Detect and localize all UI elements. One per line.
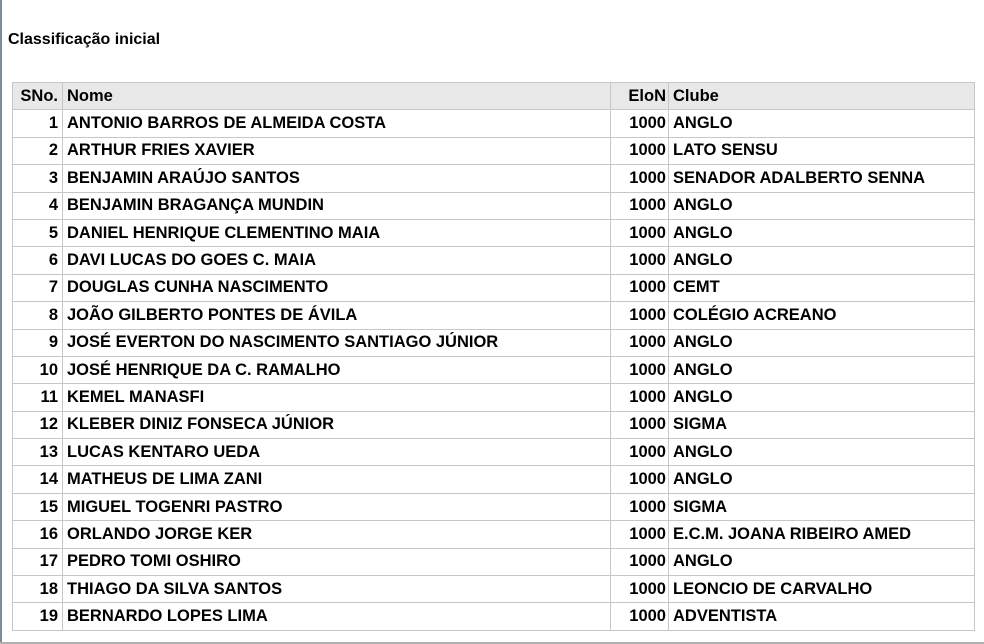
cell-clube: ANGLO [669, 356, 975, 383]
cell-nome: BENJAMIN ARAÚJO SANTOS [63, 165, 611, 192]
cell-clube: ANGLO [669, 192, 975, 219]
cell-clube: SIGMA [669, 493, 975, 520]
table-row [13, 192, 975, 219]
table-row [13, 329, 975, 356]
starting-rank-table [12, 82, 975, 631]
cell-nome: LUCAS KENTARO UEDA [63, 439, 611, 466]
table-row [13, 384, 975, 411]
cell-elo: 1000 [611, 192, 669, 219]
cell-sno: 16 [13, 521, 63, 548]
cell-sno: 6 [13, 247, 63, 274]
table-row [13, 165, 975, 192]
cell-nome: DAVI LUCAS DO GOES C. MAIA [63, 247, 611, 274]
cell-nome: ORLANDO JORGE KER [63, 521, 611, 548]
table-row [13, 493, 975, 520]
table-row [13, 356, 975, 383]
cell-sno: 17 [13, 548, 63, 575]
cell-clube: LEONCIO DE CARVALHO [669, 576, 975, 603]
cell-sno: 5 [13, 219, 63, 246]
cell-sno: 2 [13, 137, 63, 164]
cell-nome: KEMEL MANASFI [63, 384, 611, 411]
cell-elo: 1000 [611, 329, 669, 356]
cell-elo: 1000 [611, 603, 669, 630]
cell-clube: LATO SENSU [669, 137, 975, 164]
cell-sno: 11 [13, 384, 63, 411]
cell-elo: 1000 [611, 384, 669, 411]
cell-nome: JOÃO GILBERTO PONTES DE ÁVILA [63, 302, 611, 329]
cell-sno: 4 [13, 192, 63, 219]
cell-nome: JOSÉ HENRIQUE DA C. RAMALHO [63, 356, 611, 383]
cell-sno: 10 [13, 356, 63, 383]
cell-elo: 1000 [611, 137, 669, 164]
cell-clube: SENADOR ADALBERTO SENNA [669, 165, 975, 192]
table-row [13, 411, 975, 438]
cell-sno: 9 [13, 329, 63, 356]
cell-sno: 3 [13, 165, 63, 192]
table-row [13, 466, 975, 493]
cell-nome: BERNARDO LOPES LIMA [63, 603, 611, 630]
cell-elo: 1000 [611, 411, 669, 438]
cell-nome: BENJAMIN BRAGANÇA MUNDIN [63, 192, 611, 219]
table-row [13, 247, 975, 274]
cell-elo: 1000 [611, 466, 669, 493]
cell-clube: CEMT [669, 274, 975, 301]
column-header-clube: Clube [669, 83, 975, 110]
cell-clube: ANGLO [669, 329, 975, 356]
cell-elo: 1000 [611, 548, 669, 575]
cell-elo: 1000 [611, 576, 669, 603]
table-row [13, 603, 975, 630]
cell-nome: MIGUEL TOGENRI PASTRO [63, 493, 611, 520]
cell-elo: 1000 [611, 439, 669, 466]
column-header-elo: EloN [611, 83, 669, 110]
cell-nome: MATHEUS DE LIMA ZANI [63, 466, 611, 493]
cell-nome: DANIEL HENRIQUE CLEMENTINO MAIA [63, 219, 611, 246]
cell-clube: ANGLO [669, 439, 975, 466]
cell-elo: 1000 [611, 302, 669, 329]
cell-sno: 12 [13, 411, 63, 438]
cell-elo: 1000 [611, 165, 669, 192]
cell-clube: ANGLO [669, 466, 975, 493]
cell-sno: 7 [13, 274, 63, 301]
cell-elo: 1000 [611, 247, 669, 274]
column-header-nome: Nome [63, 83, 611, 110]
table-row [13, 302, 975, 329]
cell-sno: 13 [13, 439, 63, 466]
cell-nome: DOUGLAS CUNHA NASCIMENTO [63, 274, 611, 301]
table-row [13, 576, 975, 603]
cell-clube: SIGMA [669, 411, 975, 438]
table-row [13, 439, 975, 466]
cell-nome: THIAGO DA SILVA SANTOS [63, 576, 611, 603]
table-row [13, 548, 975, 575]
table-row [13, 219, 975, 246]
cell-elo: 1000 [611, 356, 669, 383]
cell-nome: ARTHUR FRIES XAVIER [63, 137, 611, 164]
page-title: Classificação inicial [8, 31, 161, 48]
cell-elo: 1000 [611, 493, 669, 520]
cell-clube: ANGLO [669, 247, 975, 274]
cell-sno: 15 [13, 493, 63, 520]
cell-elo: 1000 [611, 110, 669, 137]
cell-nome: KLEBER DINIZ FONSECA JÚNIOR [63, 411, 611, 438]
cell-nome: JOSÉ EVERTON DO NASCIMENTO SANTIAGO JÚNIOR [63, 329, 611, 356]
cell-nome: PEDRO TOMI OSHIRO [63, 548, 611, 575]
column-header-sno: SNo. [13, 83, 63, 110]
cell-clube: ANGLO [669, 110, 975, 137]
table-header-row [13, 83, 975, 110]
cell-clube: COLÉGIO ACREANO [669, 302, 975, 329]
cell-nome: ANTONIO BARROS DE ALMEIDA COSTA [63, 110, 611, 137]
table-row [13, 137, 975, 164]
cell-sno: 19 [13, 603, 63, 630]
cell-clube: ANGLO [669, 548, 975, 575]
table-row [13, 110, 975, 137]
table-row [13, 521, 975, 548]
cell-elo: 1000 [611, 274, 669, 301]
cell-clube: ANGLO [669, 219, 975, 246]
cell-sno: 18 [13, 576, 63, 603]
cell-elo: 1000 [611, 219, 669, 246]
cell-clube: ANGLO [669, 384, 975, 411]
cell-elo: 1000 [611, 521, 669, 548]
cell-clube: E.C.M. JOANA RIBEIRO AMED [669, 521, 975, 548]
cell-clube: ADVENTISTA [669, 603, 975, 630]
window-left-border [0, 0, 2, 644]
cell-sno: 8 [13, 302, 63, 329]
cell-sno: 1 [13, 110, 63, 137]
cell-sno: 14 [13, 466, 63, 493]
table-row [13, 274, 975, 301]
